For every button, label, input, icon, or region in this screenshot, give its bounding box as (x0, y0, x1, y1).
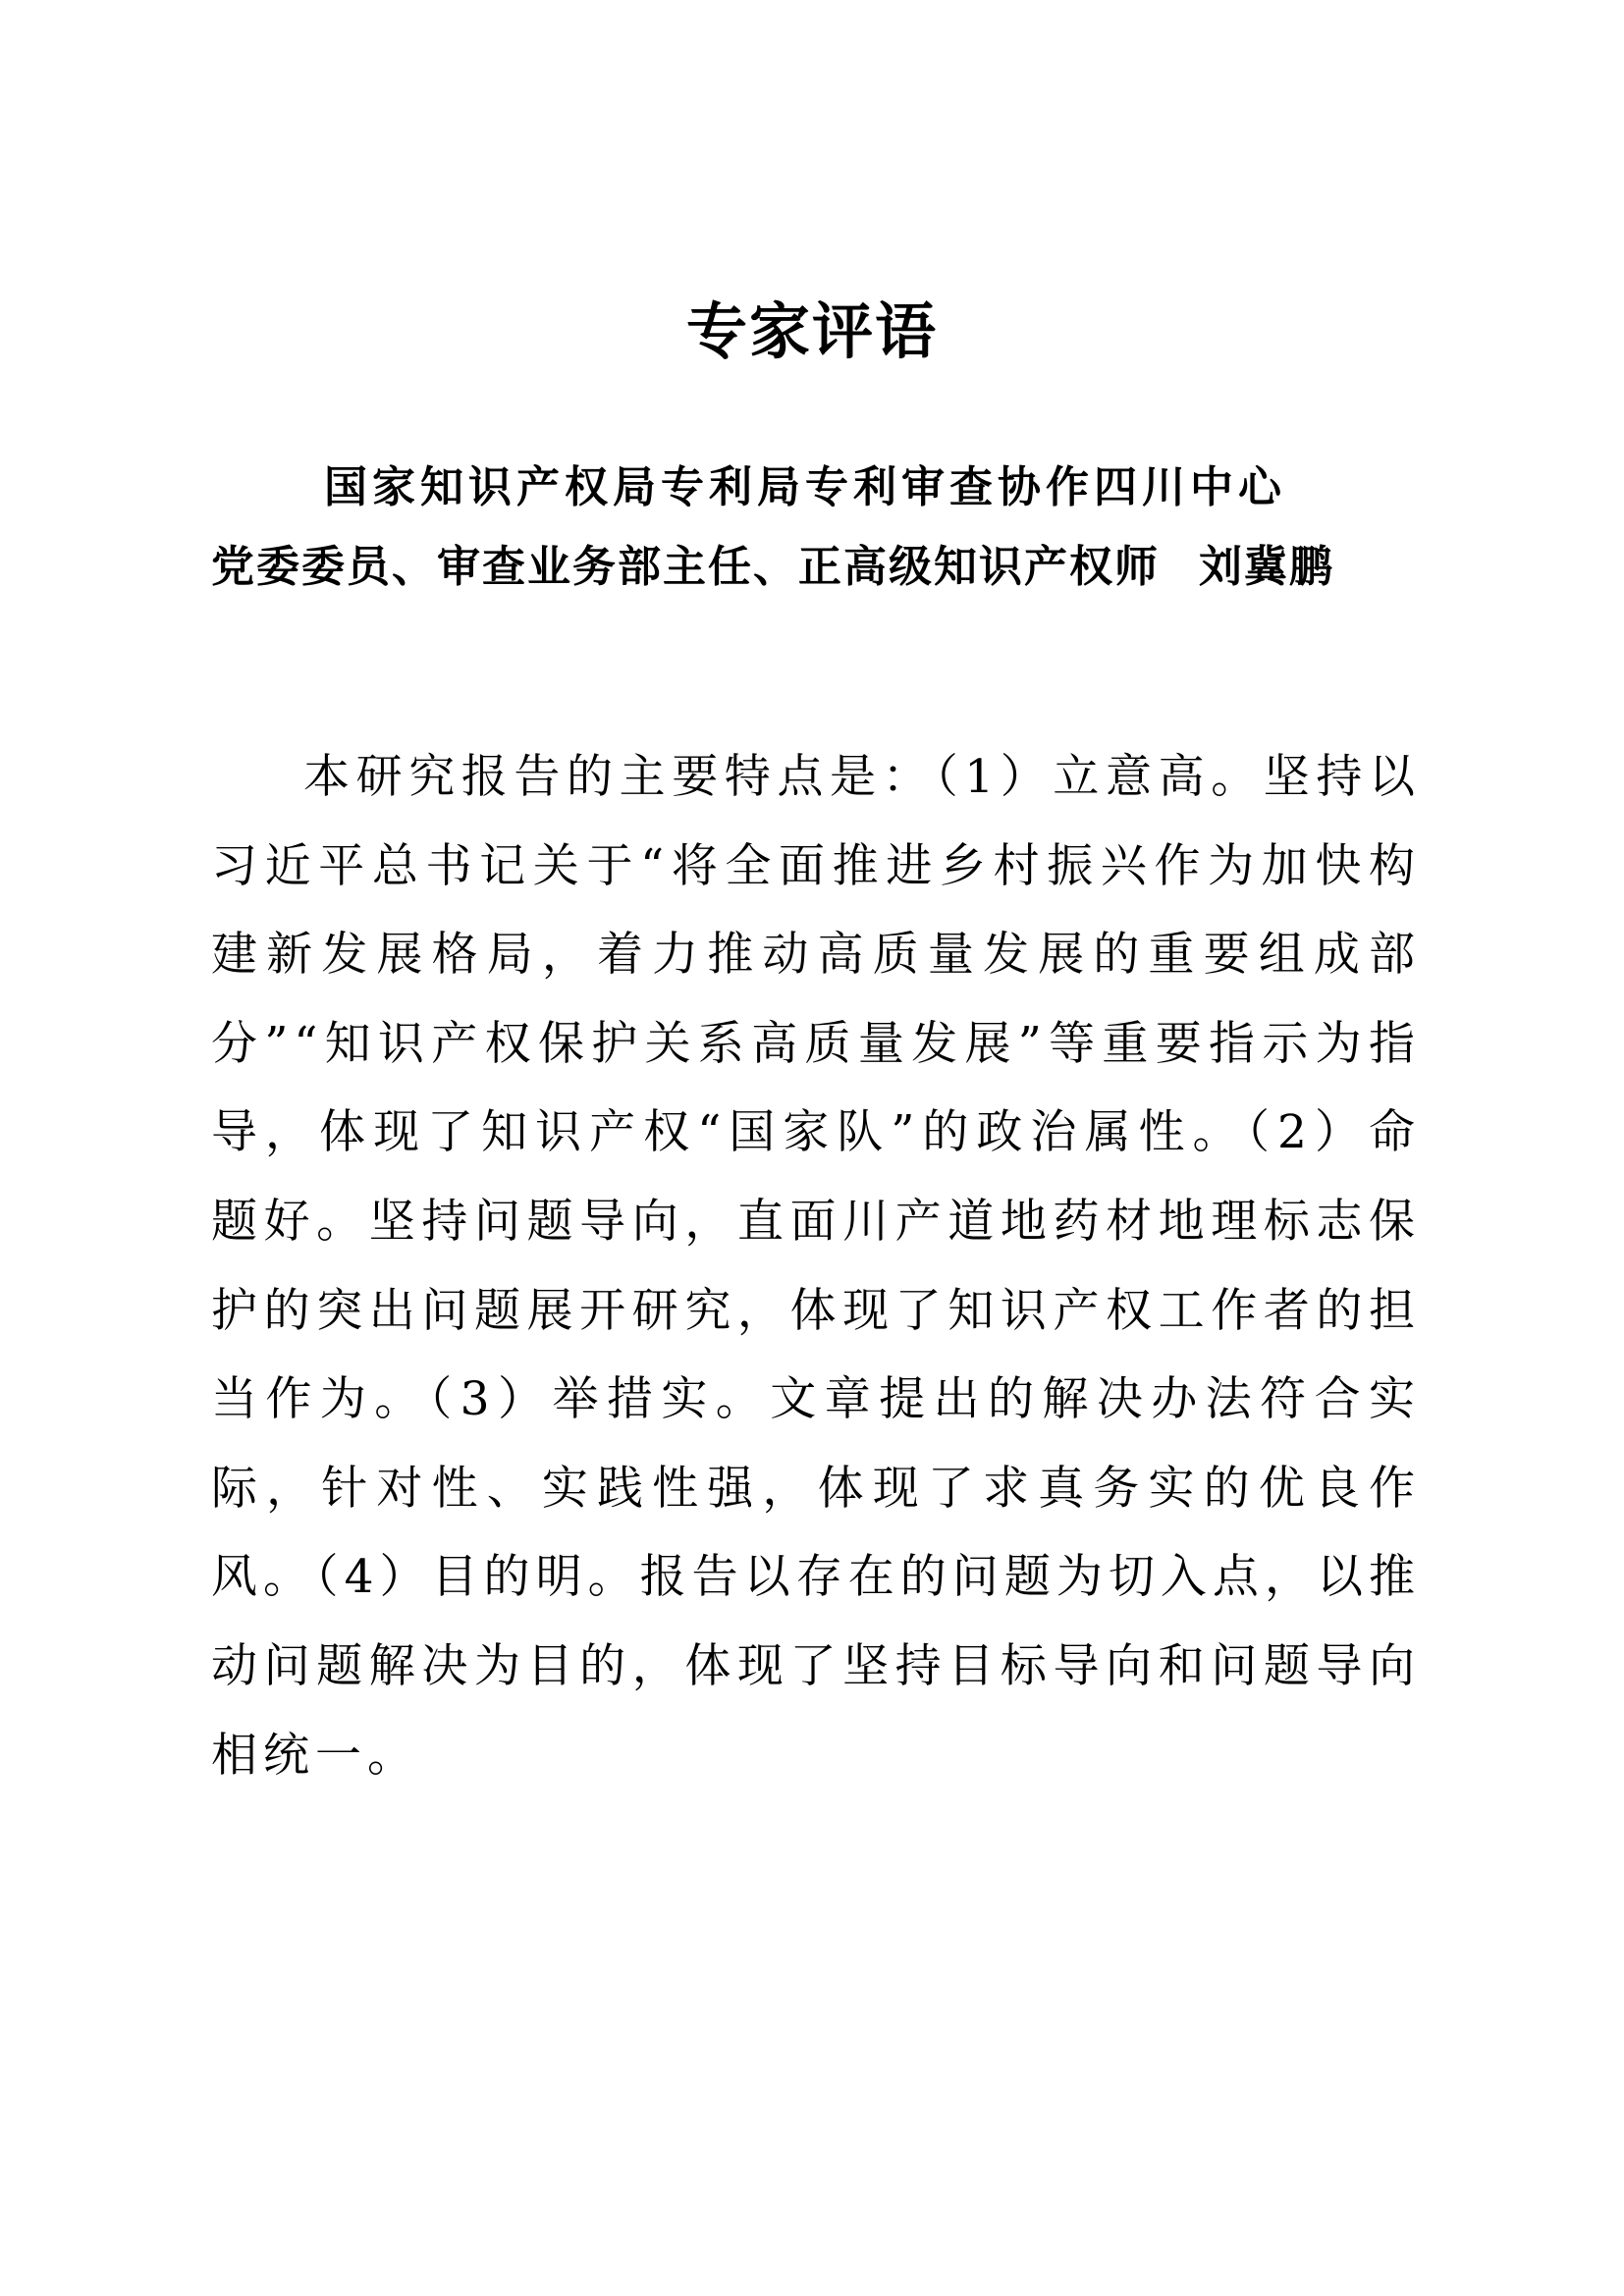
author-organization: 国家知识产权局专利局专利审查协作四川中心 (324, 462, 1286, 512)
review-body-paragraph: 本研究报告的主要特点是：（1）立意高。坚持以习近平总书记关于“将全面推进乡村振兴作为加快构建新发展格局，着力推动高质量发展的重要组成部分”“知识产权保护关系高质量发展”等重要指示为指导，体现了知识产权“国家队”的政治属性。（2）命题好。坚持问题导向，直面川产道地药材地理标志保护的突出问题展开研究，体现了知识产权工作者的担当作为。（3）举措实。文章提出的解决办法符合实际，针对性、实践性强，体现了求真务实的优良作风。（4）目的明。报告以存在的问题为切入点，以推动问题解决为目的，体现了坚持目标导向和问题导向相统一。 (211, 750, 1421, 1783)
author-role-line (211, 538, 1334, 597)
page-title: 专家评语 (685, 295, 938, 367)
author-name: 刘冀鹏 (1199, 542, 1334, 592)
author-role: 党委委员、审查业务部主任、正高级知识产权师 (211, 542, 1160, 592)
